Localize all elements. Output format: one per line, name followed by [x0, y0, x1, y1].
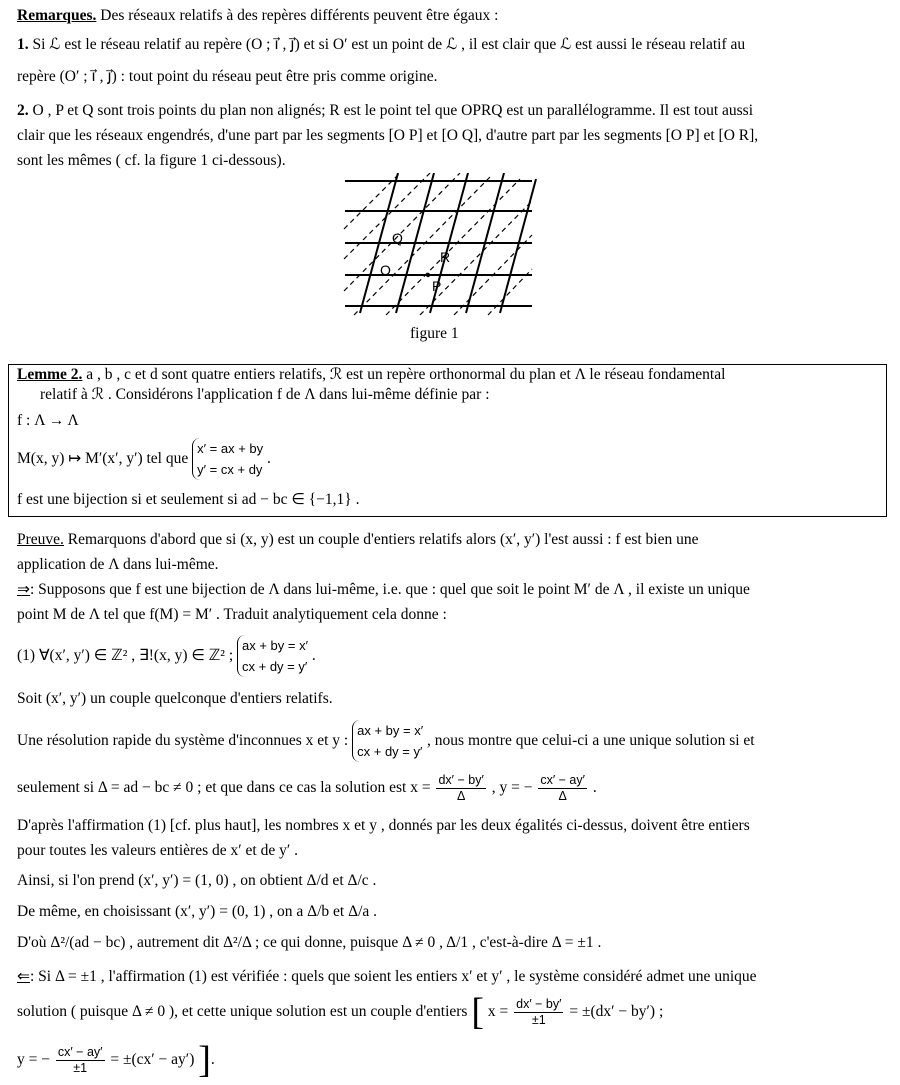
remarque-2-text-b: clair que les réseaux engendrés, d'une part par les segments [O P] et [O Q], d'autre part par les segments [O P] et [O R],: [17, 127, 759, 144]
fraction-y-final-denominator: ±1: [73, 1060, 88, 1075]
fraction-x-final-numerator: dx′ − by′: [516, 996, 562, 1011]
preuve-line-12: D'où Δ²/(ad − bc) , autrement dit Δ²/Δ ; ce qui donne, puisque Δ ≠ 0 , Δ/1 , c'est-à-dire Δ = ±1 .: [17, 934, 602, 951]
preuve-equation-1: [17, 633, 316, 679]
remarque-2-line-1: [17, 102, 753, 120]
label-r: R: [440, 249, 451, 265]
equation-1-eq-1: ax + by = x′: [242, 638, 309, 654]
preuve-text-14-left: solution ( puisque Δ ≠ 0 ), et cette unique solution est un couple d'entiers: [17, 1003, 468, 1020]
preuve-line-5: Soit (x′, y′) un couple quelconque d'entiers relatifs.: [17, 690, 333, 707]
equation-1-quantifiers: (1) ∀(x′, y′) ∈ ℤ² , ∃!(x, y) ∈ ℤ² ;: [17, 647, 234, 664]
preuve-line-14: [17, 992, 663, 1032]
preuve-text-7-mid: , y = −: [491, 779, 533, 796]
preuve-text-6-right: , nous montre que celui-ci a une unique solution si et: [427, 732, 755, 749]
remarque-2-line-3: [17, 152, 286, 170]
remarques-title: Remarques.: [17, 7, 97, 24]
point-p: [426, 273, 430, 277]
figure-caption: figure 1: [410, 325, 459, 342]
fraction-y-numerator: cx′ − ay′: [540, 772, 585, 787]
equation-1-end: .: [311, 647, 316, 664]
preuve-line-4: point M de Λ tel que f(M) = M′ . Traduit analytiquement cela donne :: [17, 606, 447, 623]
preuve-system-eq-1: ax + by = x′: [357, 723, 424, 739]
preuve-line-10: Ainsi, si l'on prend (x′, y′) = (1, 0) , on obtient Δ/d et Δ/c .: [17, 872, 377, 889]
fraction-x-numerator: dx′ − by′: [438, 772, 484, 787]
preuve-text-15-end: .: [210, 1051, 215, 1068]
lemme-system-eq-2: y′ = cx + dy: [197, 462, 263, 478]
preuve-system: [352, 720, 423, 762]
lemme-line-3: f : Λ → Λ: [17, 412, 79, 429]
preuve-line-1: [17, 531, 699, 549]
remarques-intro-text: Des réseaux relatifs à des repères différents peuvent être égaux :: [100, 7, 499, 24]
preuve-text-15-y: y = −: [17, 1051, 50, 1068]
lemme-mapping: M(x, y) ↦ M′(x′, y′) tel que: [17, 450, 189, 467]
lemme-text-1: a , b , c et d sont quatre entiers relatifs, ℛ est un repère orthonormal du plan et Λ le réseau fondamental: [86, 366, 726, 383]
preuve-text-1: Remarquons d'abord que si (x, y) est un couple d'entiers relatifs alors (x′, y′) l'est aussi : f est bien une: [67, 531, 699, 548]
implies-forward-symbol: ⇒: [17, 581, 30, 598]
preuve-text-15-right: = ±(cx′ − ay′): [110, 1051, 195, 1068]
equation-1-system: [237, 635, 308, 677]
fraction-x: [436, 773, 485, 804]
remarque-2-number: 2.: [17, 102, 29, 119]
label-p: P: [432, 278, 442, 294]
close-bracket: ]: [198, 1039, 211, 1082]
remarque-1-line-2: [17, 68, 437, 86]
label-q: Q: [392, 230, 403, 246]
equation-1-eq-2: cx + dy = y′: [242, 659, 308, 675]
preuve-line-2: application de Λ dans lui-même.: [17, 556, 219, 573]
preuve-line-8: D'après l'affirmation (1) [cf. plus haut], les nombres x et y , donnés par les deux égalités ci-dessus, doivent être entiers: [17, 817, 750, 834]
lemme-line-2: relatif à ℛ . Considérons l'application f de Λ dans lui-même définie par :: [40, 386, 490, 403]
remarque-2-text-c: sont les mêmes ( cf. la figure 1 ci-dessous).: [17, 152, 286, 169]
lemme-line-5: f est une bijection si et seulement si ad − bc ∈ {−1,1} .: [17, 491, 360, 508]
preuve-text-14-right: = ±(dx′ − by′) ;: [569, 1003, 664, 1020]
open-bracket: [: [471, 991, 484, 1034]
remarque-1-line-1: [17, 36, 745, 54]
preuve-line-13: [17, 968, 757, 986]
lemme-line-1: [17, 366, 725, 384]
preuve-text-13: : Si Δ = ±1 , l'affirmation (1) est vérifiée : quels que soient les entiers x′ et y′ , le système considéré admet une unique: [30, 968, 757, 985]
figure-1-lattice: [340, 173, 540, 323]
preuve-system-eq-2: cx + dy = y′: [357, 744, 423, 760]
label-o: O: [380, 262, 391, 278]
preuve-text-7-end: .: [592, 779, 597, 796]
remarque-2-line-2: [17, 127, 758, 145]
remarque-1-text-a: Si ℒ est le réseau relatif au repère (O ; i⃗ , j⃗) et si O′ est un point de ℒ , il est clair que ℒ est aussi le réseau relatif au: [32, 36, 746, 53]
preuve-line-15: [17, 1040, 215, 1080]
fraction-y-final: [56, 1045, 105, 1076]
remarques-intro: [17, 7, 498, 25]
preuve-line-7: [17, 770, 597, 806]
preuve-line-3: [17, 581, 750, 599]
lemme-system-end: .: [267, 450, 271, 467]
preuve-text-14-x: x =: [487, 1003, 509, 1020]
preuve-line-11: De même, en choisissant (x′, y′) = (0, 1) , on a Δ/b et Δ/a .: [17, 903, 378, 920]
preuve-text-6-left: Une résolution rapide du système d'inconnues x et y :: [17, 732, 349, 749]
preuve-title: Preuve.: [17, 531, 64, 548]
fraction-x-final-denominator: ±1: [531, 1012, 546, 1027]
fraction-y: [538, 773, 587, 804]
preuve-line-9: pour toutes les valeurs entières de x′ et de y′ .: [17, 842, 298, 859]
implies-backward-symbol: ⇐: [17, 968, 30, 985]
fraction-y-denominator: Δ: [558, 788, 567, 803]
preuve-text-7-left: seulement si Δ = ad − bc ≠ 0 ; et que dans ce cas la solution est x =: [17, 779, 431, 796]
preuve-text-3: : Supposons que f est une bijection de Λ dans lui-même, i.e. que : quel que soit le point M′ de Λ , il existe un unique: [30, 581, 750, 598]
fraction-x-final: [514, 997, 563, 1028]
lemme-line-4: [17, 437, 271, 481]
lemme-system: [192, 438, 263, 480]
remarque-1-number: 1.: [17, 36, 29, 53]
fraction-x-denominator: Δ: [456, 788, 466, 803]
remarque-1-text-b: repère (O′ ; i⃗ , j⃗) : tout point du réseau peut être pris comme origine.: [17, 68, 438, 85]
lemme-system-eq-1: x′ = ax + by: [197, 441, 264, 457]
fraction-y-final-numerator: cx′ − ay′: [57, 1044, 103, 1059]
remarque-2-text-a: O , P et Q sont trois points du plan non alignés; R est le point tel que OPRQ est un parallélogramme. Il est tout aussi: [32, 102, 754, 119]
lemme-title: Lemme 2.: [17, 366, 83, 383]
preuve-line-6: [17, 718, 755, 764]
